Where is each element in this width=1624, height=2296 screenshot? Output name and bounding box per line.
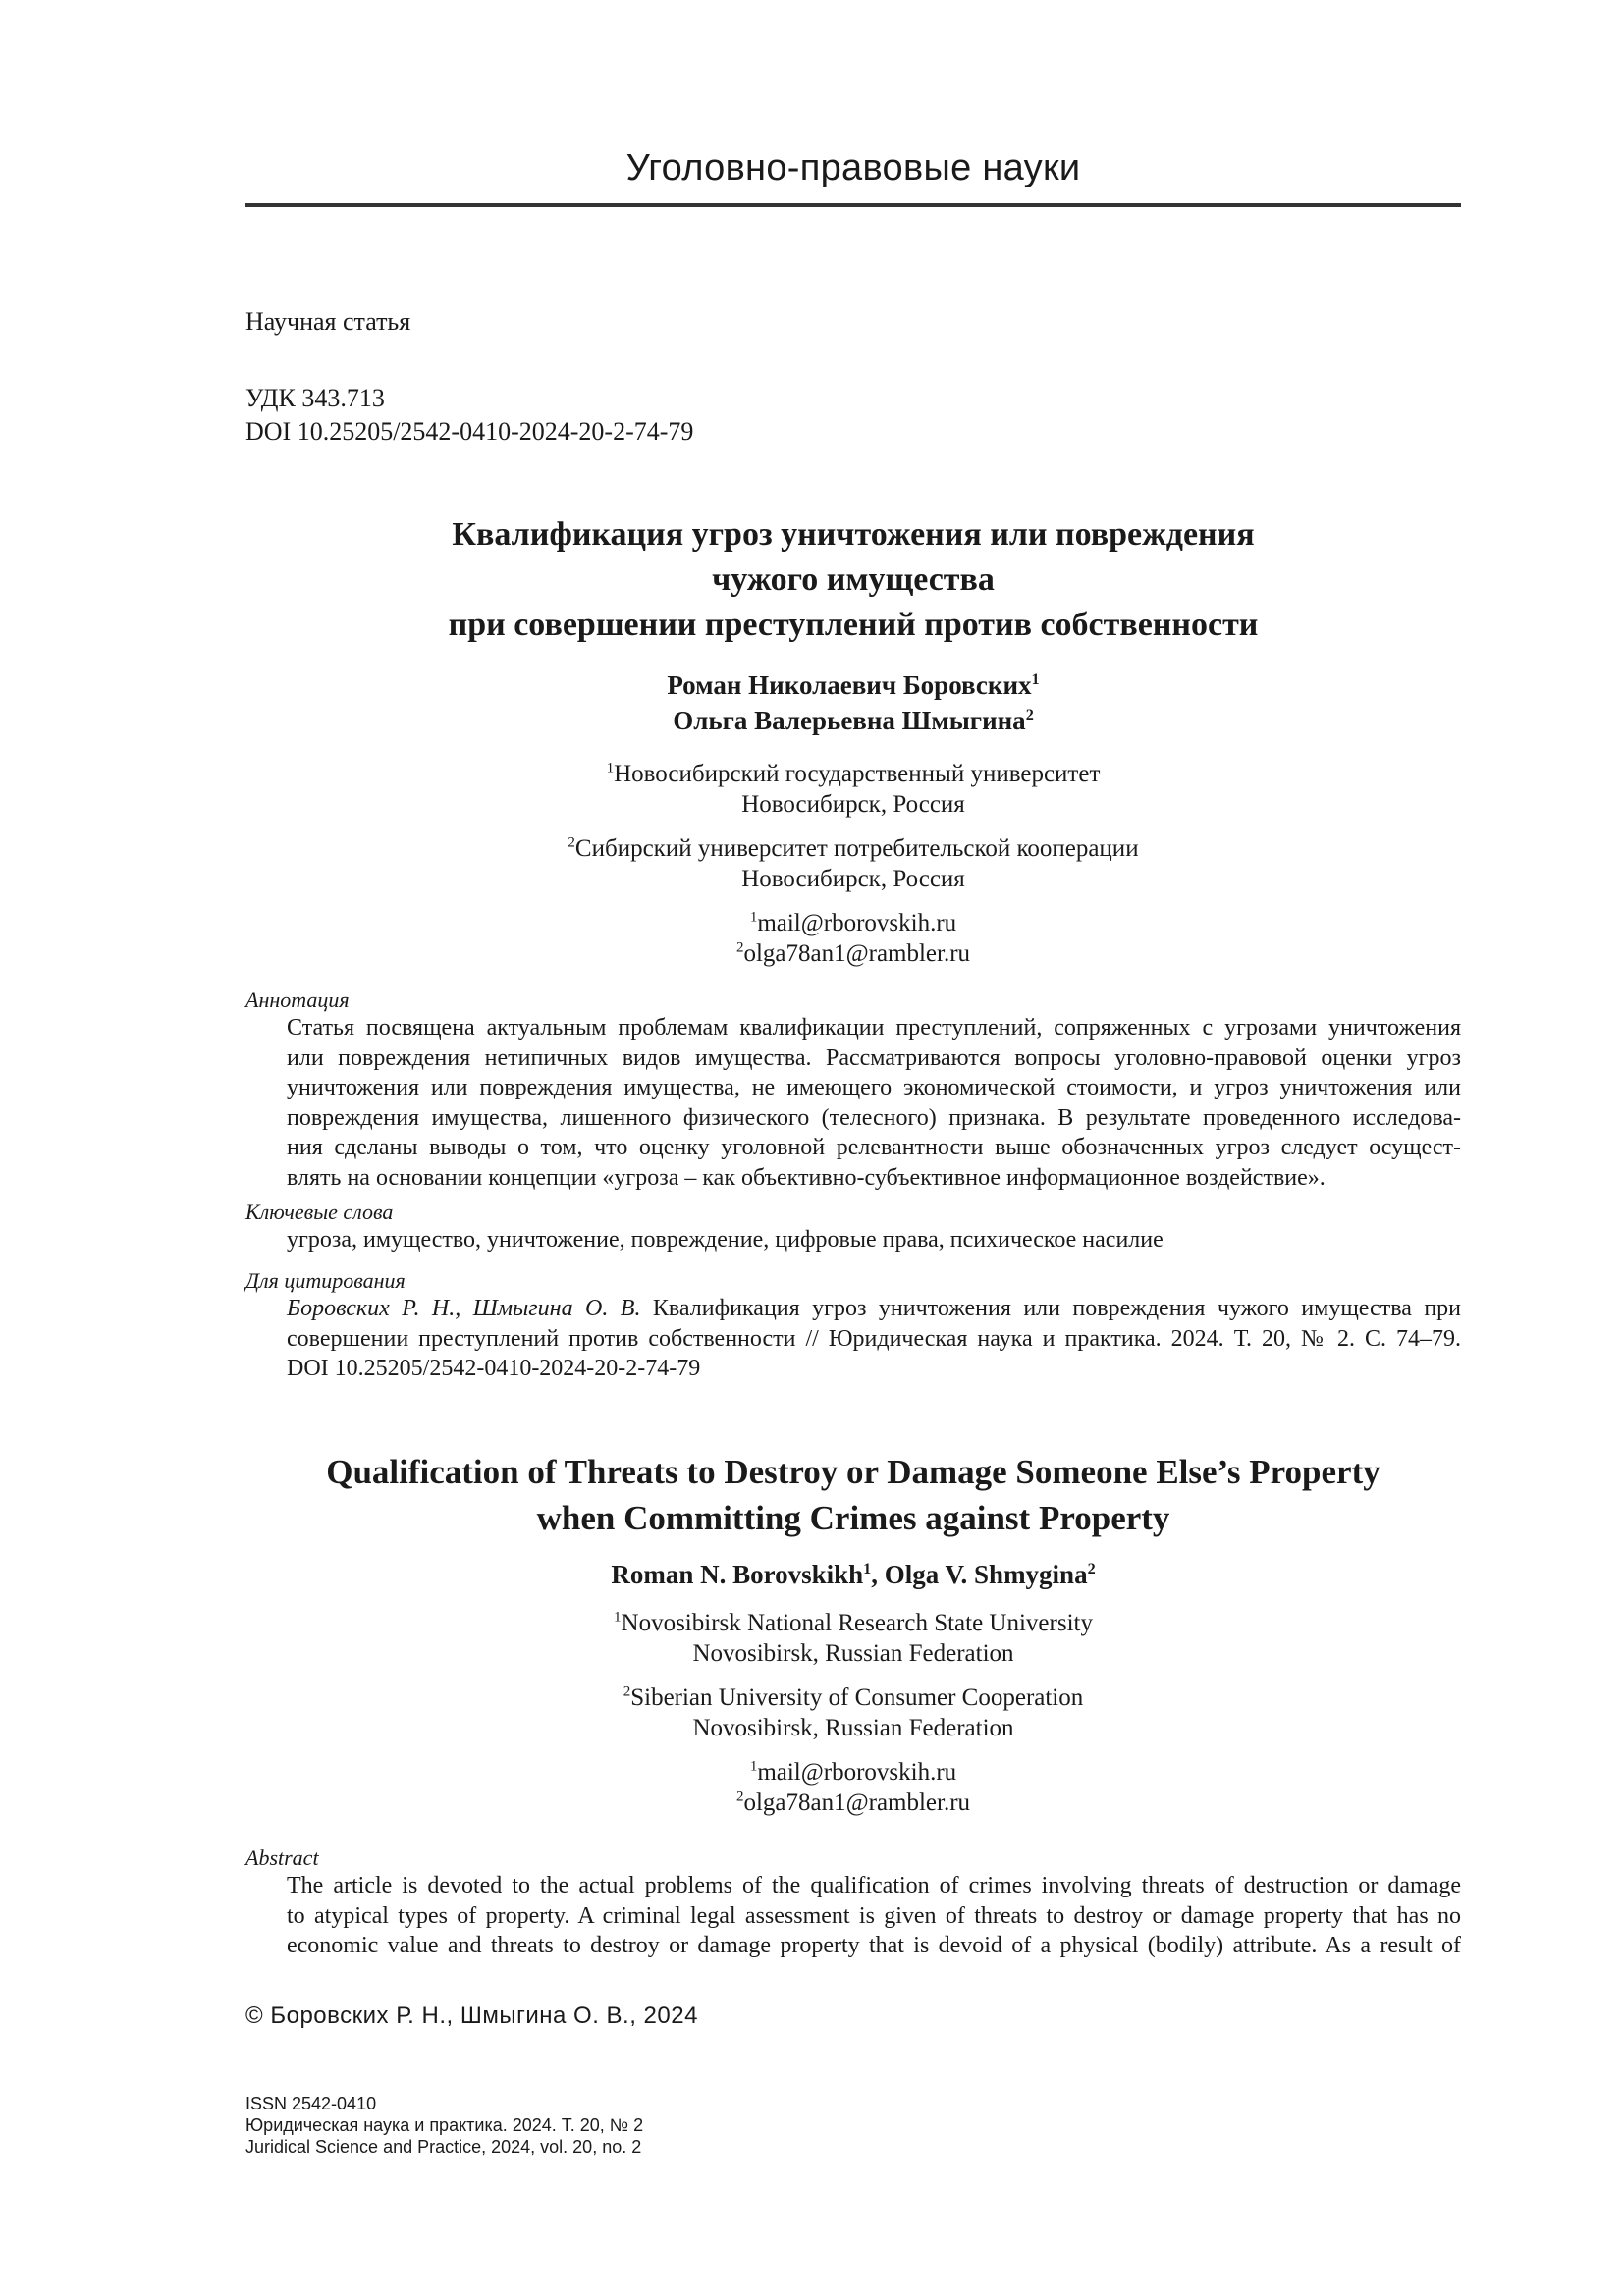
- abstract-en: The article is devoted to the actual problems of the qualification of crimes involving threats of destruction or damage to atypical types of property. A criminal legal assessment is given of threats to destroy or damage property that has no economic value and threats to destroy or damage property that is devoid of a physical (bodily) attribute. As a result of: [287, 1873, 1461, 1958]
- title-ru-line: Квалификация угроз уничтожения или повреждения: [452, 516, 1255, 553]
- authors-ru: [245, 667, 1461, 738]
- udk-code: УДК 343.713: [245, 384, 385, 412]
- affiliation-en-2: $^2$Siberian University of Consumer Cooperation Novosibirsk, Russian Federation: [623, 1683, 1084, 1741]
- title-ru: [245, 512, 1461, 648]
- journal-footer: [245, 2093, 643, 2158]
- section-rule: [245, 203, 1461, 207]
- email-link[interactable]: $^2$olga78an1@rambler.ru: [735, 939, 971, 967]
- title-en: [245, 1449, 1461, 1541]
- email-link[interactable]: $^1$mail@rborovskih.ru: [749, 1758, 957, 1786]
- issn: ISSN 2542-0410: [245, 2094, 377, 2113]
- article-type: Научная статья: [245, 307, 411, 336]
- affiliation-ru-2: $^2$Сибирский университет потребительской кооперации Новосибирск, Россия: [568, 834, 1139, 892]
- keywords-label-ru: Ключевые слова: [245, 1200, 394, 1224]
- copyright-notice: © Боровских Р. Н., Шмыгина О. В., 2024: [245, 2002, 698, 2029]
- emails-ru: [245, 908, 1461, 969]
- emails-en: [245, 1757, 1461, 1818]
- journal-ru: Юридическая наука и практика. 2024. Т. 20, № 2: [245, 2115, 644, 2135]
- affiliation-ru-1: $^1$Новосибирский государственный университет Новосибирск, Россия: [606, 760, 1101, 818]
- section-heading: Уголовно-правовые науки: [625, 147, 1081, 188]
- abstract-label-ru: Аннотация: [245, 988, 350, 1012]
- author-ru: Ольга Валерьевна Шмыгина$^2$: [673, 706, 1034, 735]
- authors-en: Roman N. Borovskikh$^1$, Olga V. Shmygina$^2$: [611, 1560, 1096, 1589]
- citation-label: Для цитирования: [245, 1268, 406, 1293]
- title-ru-line: чужого имущества: [712, 561, 995, 598]
- title-en-line: Qualification of Threats to Destroy or Damage Someone Else’s Property: [326, 1453, 1380, 1491]
- title-en-line: when Committing Crimes against Property: [536, 1499, 1170, 1537]
- title-ru-line: при совершении преступлений против собственности: [448, 607, 1259, 643]
- keywords-ru: угроза, имущество, уничтожение, повреждение, цифровые права, психическое насилие: [287, 1227, 1164, 1253]
- citation-text: Боровских Р. Н., Шмыгина О. В. Квалификация угроз уничтожения или повреждения чужого имущества при совершении преступлений против собственности // Юридическая наука и практика. 2024. Т. 20, № 2. С. 74–79. DOI 10.25205/2542-0410-2024-20-2-74-79: [287, 1296, 1462, 1381]
- abstract-label-en: Abstract: [245, 1845, 319, 1870]
- email-link[interactable]: $^2$olga78an1@rambler.ru: [735, 1789, 971, 1816]
- journal-en: Juridical Science and Practice, 2024, vol. 20, no. 2: [245, 2137, 642, 2157]
- doi-ru: DOI 10.25205/2542-0410-2024-20-2-74-79: [245, 417, 694, 446]
- email-link[interactable]: $^1$mail@rborovskih.ru: [749, 909, 957, 936]
- abstract-ru: Статья посвящена актуальным проблемам квалификации преступлений, сопряженных с угрозами уничтожения или повреждения нетипичных видов имущества. Рассматриваются вопросы уголовно-правовой оценки угроз уничтожения или повреждения имущества, не имеющего экономической стоимости, и угроз уничтожения или повреждения имущества, лишенного физического (телесного) признака. В результате проведенного исследова- ния сделаны выводы о том, что оценку уголовной релевантности выше обозначенных угроз следует осущест- влять на основании концепции «угроза – как объективно-субъективное информационное воздействие».: [287, 1015, 1461, 1191]
- author-ru: Роман Николаевич Боровских$^1$: [667, 670, 1040, 700]
- affiliation-en-1: $^1$Novosibirsk National Research State University Novosibirsk, Russian Federation: [614, 1609, 1093, 1667]
